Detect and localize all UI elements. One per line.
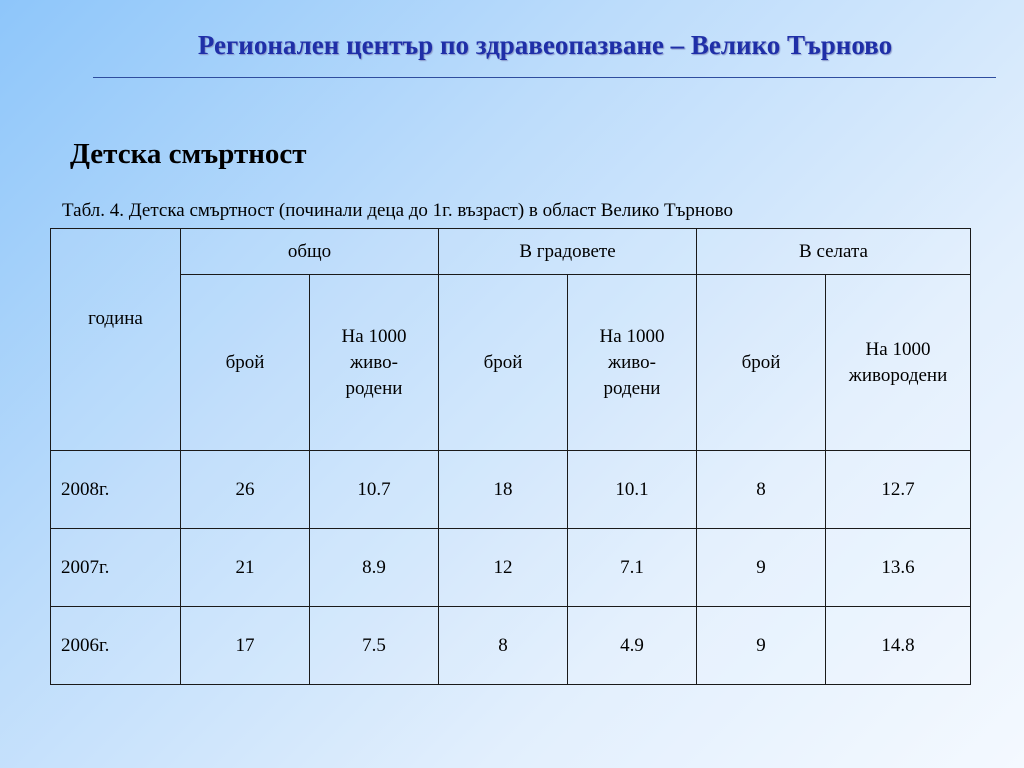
value-cell: 8 (439, 607, 568, 685)
value-cell: 12.7 (826, 451, 971, 529)
subheader-rate-line: На 1000 (865, 338, 931, 360)
year-cell: 2007г. (51, 529, 181, 607)
value-cell: 8 (697, 451, 826, 529)
value-cell: 9 (697, 607, 826, 685)
year-header-cell (51, 229, 181, 451)
section-title: Детска смъртност (70, 138, 307, 170)
subheader-rate-line: живо- (350, 351, 398, 373)
table-row (51, 529, 971, 607)
subheader-rate-total (310, 275, 439, 451)
value-cell: 10.1 (568, 451, 697, 529)
header-divider (93, 77, 996, 78)
value-cell: 17 (181, 607, 310, 685)
table-row (51, 451, 971, 529)
subheader-rate-line: родени (603, 377, 661, 399)
group-header-total: общо (181, 229, 439, 275)
group-header-towns: В градовете (439, 229, 697, 275)
table-subheader-row (51, 275, 971, 451)
table-caption: Табл. 4. Детска смъртност (починали деца до 1г. възраст) в област Велико Търново (62, 200, 733, 221)
value-cell: 12 (439, 529, 568, 607)
subheader-rate-line: На 1000 (341, 325, 407, 347)
subheader-rate-line: живо- (608, 351, 656, 373)
group-header-villages: В селата (697, 229, 971, 275)
year-header-label: година (88, 307, 143, 329)
value-cell: 7.5 (310, 607, 439, 685)
value-cell: 14.8 (826, 607, 971, 685)
value-cell: 18 (439, 451, 568, 529)
subheader-count-towns: брой (439, 275, 568, 451)
value-cell: 4.9 (568, 607, 697, 685)
subheader-rate-towns (568, 275, 697, 451)
page-header-title: Регионален център по здравеопазване – Велико Търново (197, 30, 893, 60)
subheader-rate-line: родени (345, 377, 403, 399)
table-header-row (51, 229, 971, 275)
year-cell: 2006г. (51, 607, 181, 685)
value-cell: 26 (181, 451, 310, 529)
value-cell: 10.7 (310, 451, 439, 529)
value-cell: 13.6 (826, 529, 971, 607)
subheader-rate-villages (826, 275, 971, 451)
year-cell: 2008г. (51, 451, 181, 529)
value-cell: 8.9 (310, 529, 439, 607)
value-cell: 21 (181, 529, 310, 607)
value-cell: 7.1 (568, 529, 697, 607)
subheader-rate-line: живородени (848, 364, 948, 386)
subheader-count-villages: брой (697, 275, 826, 451)
subheader-rate-line: На 1000 (599, 325, 665, 347)
subheader-count-total: брой (181, 275, 310, 451)
infant-mortality-table (50, 228, 971, 685)
table-row (51, 607, 971, 685)
value-cell: 9 (697, 529, 826, 607)
